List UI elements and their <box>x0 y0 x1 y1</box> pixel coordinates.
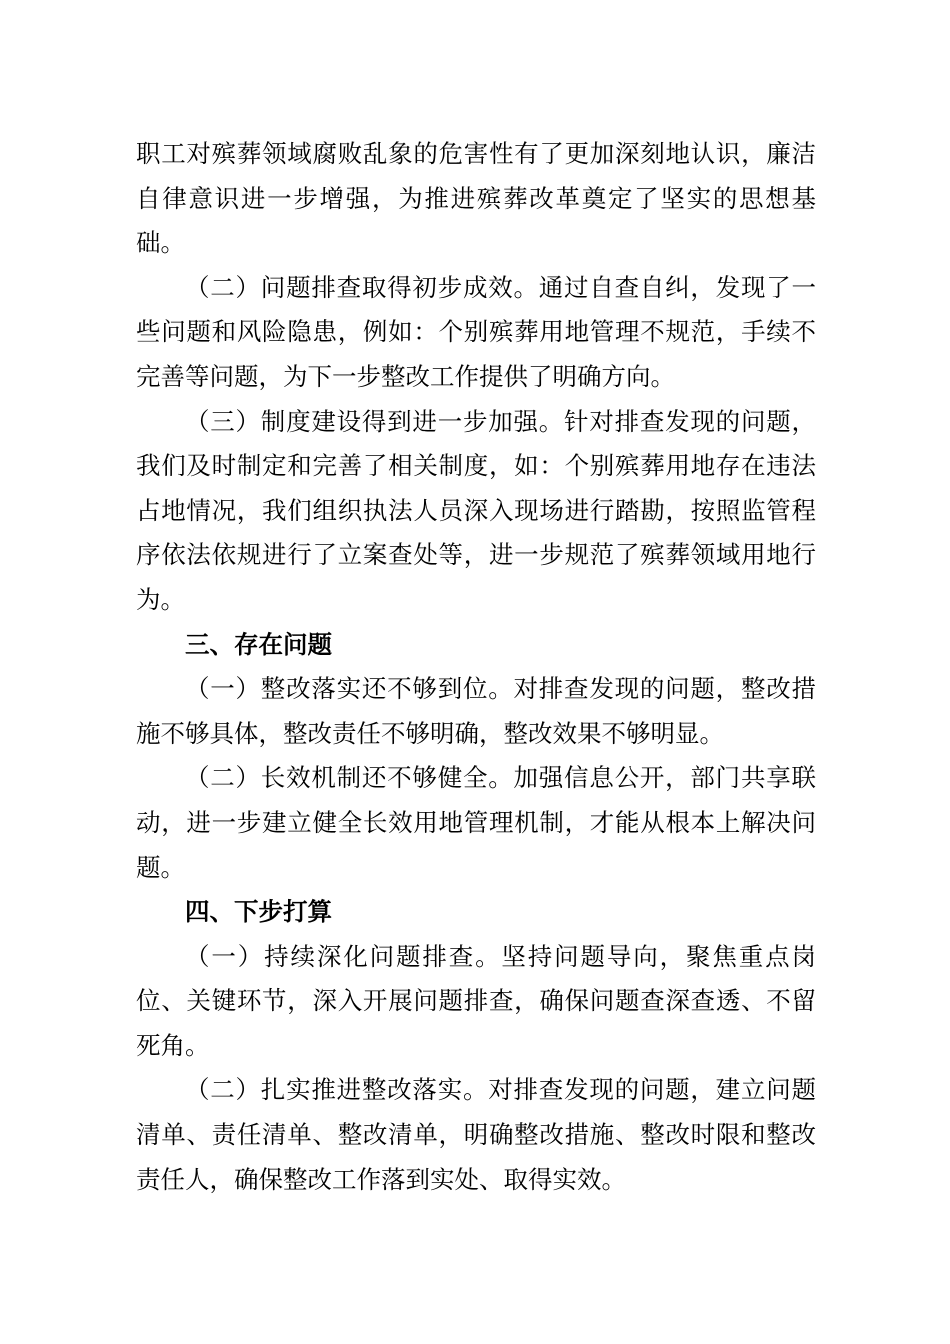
paragraph-rectification-not-in-place: （一）整改落实还不够到位。对排查发现的问题，整改措施不够具体，整改责任不够明确，整改效果不够明显。 <box>136 674 816 748</box>
document-page <box>136 132 816 1202</box>
section-heading-next-steps: 四、下步打算 <box>185 897 332 927</box>
paragraph-promote-rectification: （二）扎实推进整改落实。对排查发现的问题，建立问题清单、责任清单、整改清单，明确整改措施、整改时限和整改责任人，确保整改工作落到实处、取得实效。 <box>136 1075 816 1194</box>
section-heading-existing-problems: 三、存在问题 <box>185 629 332 659</box>
paragraph-deepen-investigation: （一）持续深化问题排查。坚持问题导向，聚焦重点岗位、关键环节，深入开展问题排查，确保问题查深查透、不留死角。 <box>136 941 816 1060</box>
paragraph-issue-investigation-results: （二）问题排查取得初步成效。通过自查自纠，发现了一些问题和风险隐患，例如：个别殡葬用地管理不规范，手续不完善等问题，为下一步整改工作提供了明确方向。 <box>136 272 816 391</box>
paragraph-system-construction: （三）制度建设得到进一步加强。针对排查发现的问题，我们及时制定和完善了相关制度，如：个别殡葬用地存在违法占地情况，我们组织执法人员深入现场进行踏勘，按照监管程序依法依规进行了立案查处等，进一步规范了殡葬领域用地行为。 <box>136 406 816 614</box>
paragraph-continuation: 职工对殡葬领域腐败乱象的危害性有了更加深刻地认识，廉洁自律意识进一步增强，为推进殡葬改革奠定了坚实的思想基础。 <box>136 139 816 258</box>
paragraph-long-term-mechanism: （二）长效机制还不够健全。加强信息公开，部门共享联动，进一步建立健全长效用地管理机制，才能从根本上解决问题。 <box>136 763 816 882</box>
